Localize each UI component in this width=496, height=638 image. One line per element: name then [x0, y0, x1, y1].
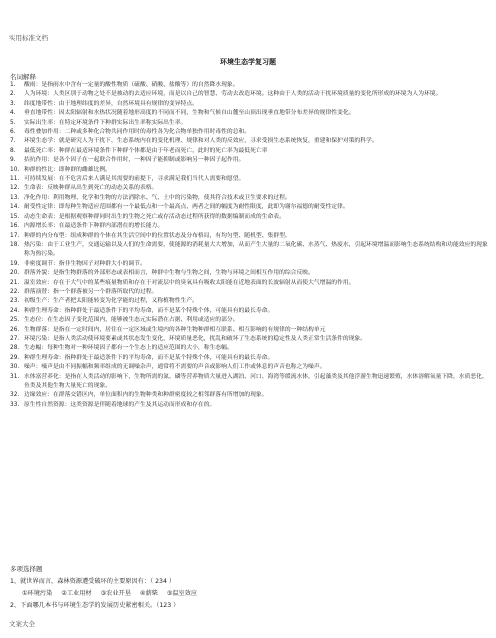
definition-text: 种群生理寿命：指种群处于最适条件下的平均寿命，而不是某个特殊个体，可能具有的最长寿命。 [24, 354, 274, 361]
document-header: 实用标准文档 [9, 34, 48, 42]
definition-text: 酸雨：是指雨水中含有一定量的酸性物质（硫酸、硝酸、盐酸等）的自然降水现象。 [24, 82, 239, 88]
definition-number: 23. [10, 298, 20, 305]
definition-text: 最低死亡率：种群在最适环境条件下种群个体都是由于年老而死亡，此时的死亡率为最低死亡率 [24, 147, 268, 154]
definition-text: 群落演替：指一个群落被另一个群落所取代的过程。 [24, 288, 158, 295]
definition-item [10, 344, 488, 353]
definition-item [10, 213, 488, 222]
document-title: 环境生态学复习题 [220, 58, 276, 66]
definition-item [10, 316, 488, 325]
definition-text: 可持续发展：在不危害后来人满足其需要的前提下，寻求满足我们当代人需要和愿望。 [24, 176, 245, 183]
document-footer: 文案大全 [9, 620, 35, 628]
definition-text: 群落外貌：是指生物群落的外部形态或表相而言，种群中生物与生物之间，生物与环境之间相互作用的综合反映。 [24, 270, 314, 277]
definition-number: 3. [10, 100, 16, 107]
definition-number: 15. [10, 213, 20, 220]
definition-text: 垂直地带性：因太阳辐射和水热状况随着地形高度的不同而不同，生物和气候自山麓至山顶出现垂直地带分布差异的规律性变化。 [24, 110, 355, 117]
definition-text: 原生性自然资源：这类资源是伴随着地球的产生及其运动而形成和存在的。 [24, 401, 216, 408]
definition-item [10, 363, 488, 372]
definition-item [10, 119, 488, 128]
definition-item [10, 184, 488, 193]
definition-text: 纬度地带性：由于地理纬度的差异，自然环境具有规律的变异特点。 [24, 100, 198, 107]
definition-number: 14. [10, 204, 20, 211]
question-1: 1、就世界而言，森林资源遭受破坏的主要原因有：（ 234 ） [10, 578, 176, 585]
definition-text: 初级生产：生产者把太阳能转变为化学能的过程，又称植物性生产。 [24, 298, 198, 305]
definition-text: 噪声：噪声是由不同振幅和频率组成的无调噪杂声，通常将不需要的声音或影响人们工作或休息的声音也称之为噪声。 [24, 364, 326, 371]
definition-number: 1. [10, 82, 16, 88]
definition-item [10, 232, 488, 241]
definition-text: 环境污染：是指人类活动使环境要素或其状态发生变化，环境质量恶化，扰乱和破坏了生态系统的稳定性及人类正常生活条件的现象。 [24, 335, 367, 342]
definition-item [10, 326, 488, 335]
definition-number: 27. [10, 335, 20, 342]
definition-number: 10. [10, 166, 20, 173]
definition-item [10, 288, 488, 297]
definition-number: 4. [10, 110, 16, 117]
definition-number: 13. [10, 194, 20, 201]
definition-text: 拮抗作用：是各个因子在一起联合作用时，一种因子能抑制或影响另一种因子起作用。 [24, 157, 245, 164]
definition-number: 6. [10, 129, 16, 136]
definition-item [10, 128, 488, 137]
definition-text: 毒性叠加作用：二种或多种化合物共同作用时的毒性各为化合物单独作用时毒性的总和。 [24, 129, 251, 136]
definition-text: 热污染：由于工业生产，交通运输以及人们的生命需要，使能源的消耗量大大增加，从而产生大量的二氧化碳、水蒸气、热废水，引起环境增温而影响生态系统结构和功能效应的现象称为热污染。 [24, 241, 488, 258]
question-1-options [22, 588, 206, 597]
definition-text: 生态位：在生态因子变化范围内，能够被生态元实际潜在占据、利用或适应的部分。 [24, 317, 239, 324]
option-item: ①环境污染 [22, 590, 53, 597]
definition-text: 动态生命表：是根据观察种群同时出生的生物之死亡或存活动态过程所获得的数据编制而成的生命表。 [24, 213, 285, 220]
definition-number: 18. [10, 241, 20, 248]
definition-text: 环境生态学：就是研究人为干扰下，生态系统内在的变化机理、规律和对人类的反效应，寻求受损生态系统恢复，重建和保护对策的科学。 [24, 138, 378, 145]
definition-number: 12. [10, 185, 20, 192]
definition-item [10, 391, 488, 400]
definition-number: 30. [10, 364, 20, 371]
option-item: ②工业用材 [61, 590, 92, 597]
definition-number: 7. [10, 138, 16, 145]
definition-item [10, 222, 488, 231]
definition-text: 实际出生率：在特定环境条件下种群实际出生率称实际出生率。 [24, 119, 187, 126]
definition-text: 种群的性比：即种群的雌雄比例。 [24, 166, 111, 173]
definition-item [10, 175, 488, 184]
definition-number: 32. [10, 392, 20, 399]
definition-text: 边缘效应：在群落交错区内，单位面积内的生物种类和种群密度较之相邻群落有所增加的现象。 [24, 392, 268, 399]
definition-text: 生物群落：是指在一定时间内，居住在一定区域或生境内的各种生物种群相互联系、相互影响的有规律的一种结构单元 [24, 326, 326, 333]
definition-text: 温室效应：存在于大气中的某些痕量物质和存在于对流层中的臭氧具有吸收太阳能在近地表面的长波辐射从而使大气增温的作用。 [24, 279, 355, 286]
definition-item [10, 194, 488, 203]
definition-number: 33. [10, 401, 20, 408]
definition-item [10, 335, 488, 344]
definition-number: 11. [10, 176, 20, 183]
definition-item [10, 137, 488, 146]
definition-item [10, 81, 488, 90]
definition-text: 种群的内分布型：组成种群的个体在其生活空间中的位置状态及分布格局，有均匀型、随机型、集群型。 [24, 232, 291, 239]
question-2: 2、下面哪几本书与环境生态学的发展历史紧密相关。（123 ） [10, 602, 180, 609]
definition-number: 2. [10, 91, 16, 98]
definition-item [10, 156, 488, 165]
definition-item [10, 373, 488, 392]
option-item: ⑤温室效应 [166, 590, 198, 597]
definition-number: 25. [10, 317, 20, 324]
definition-number: 26. [10, 326, 20, 333]
definition-number: 5. [10, 119, 16, 126]
definition-number: 29. [10, 354, 20, 361]
option-item: ③农业开垦 [100, 590, 131, 597]
definitions-list [10, 81, 488, 410]
definition-item [10, 203, 488, 212]
definition-item [10, 241, 488, 260]
section-heading-multiple-choice: 多项选择题 [10, 565, 43, 573]
definition-number: 17. [10, 232, 20, 239]
definition-number: 20. [10, 270, 20, 277]
definition-text: 耐受性定律：即每种生物适应范围都有一个最低点和一个最高点，两者之间的幅度为耐性限度，此即为谢尔福德的耐受性定律。 [24, 204, 349, 211]
definition-text: 净化作用：利用物理、化学和生物的方法消除水、气、土中的污染物，使其符合技术或卫生要求的过程。 [24, 194, 291, 201]
definition-text: 生态幅：每种生物对一种环境因子都有一个生态上的适应范围的大小，称生态幅。 [24, 345, 233, 352]
definition-item [10, 260, 488, 269]
definition-number: 9. [10, 157, 16, 164]
definition-number: 8. [10, 147, 16, 154]
definition-number: 21. [10, 279, 20, 286]
definition-item [10, 90, 488, 99]
definition-number: 16. [10, 223, 20, 230]
definition-number: 19. [10, 260, 20, 267]
definition-item [10, 279, 488, 288]
definition-text: 内源增长率：在最适条件下种群内部潜在的增长能力。 [24, 223, 164, 230]
definition-item [10, 297, 488, 306]
definition-item [10, 354, 488, 363]
definition-number: 24. [10, 307, 20, 314]
definition-number: 31. [10, 373, 20, 380]
section-heading-definitions: 名词解释 [10, 73, 36, 81]
definition-text: 生命表：反映种群从出生到死亡的动态关系的表格。 [24, 185, 158, 192]
definition-item [10, 109, 488, 118]
definition-text: 种群生理寿命：指种群处于最适条件下的平均寿命，而不是某个特殊个体，可能具有的最长寿命。 [24, 307, 274, 314]
definition-item [10, 166, 488, 175]
definition-item [10, 269, 488, 278]
definition-number: 28. [10, 345, 20, 352]
option-item: ④薪柴 [139, 590, 158, 597]
definition-item [10, 147, 488, 156]
definition-item [10, 401, 488, 410]
definition-text: 人为环境：人类区别于动物之处不是被动的去适应环境，而是以自己的智慧、劳动去改造环境。这种由于人类的活动干扰环境质量的变化所形成的环境为人为环境。 [24, 91, 442, 98]
definition-text: 非密度调节：指非生物因子对种群大小的调节。 [24, 260, 146, 267]
definition-item [10, 307, 488, 316]
definition-item [10, 100, 488, 109]
definition-number: 22. [10, 288, 20, 295]
definition-text: 水体富营养化：是指在人类活动的影响下，生物所需的氮、磷等营养物质大量进入湖泊、河口、海湾等缓流水体，引起藻类及其他浮游生物迅速繁殖，水体溶解氧量下降，水质恶化，鱼类及其他生物大量死亡的现象。 [24, 373, 488, 389]
